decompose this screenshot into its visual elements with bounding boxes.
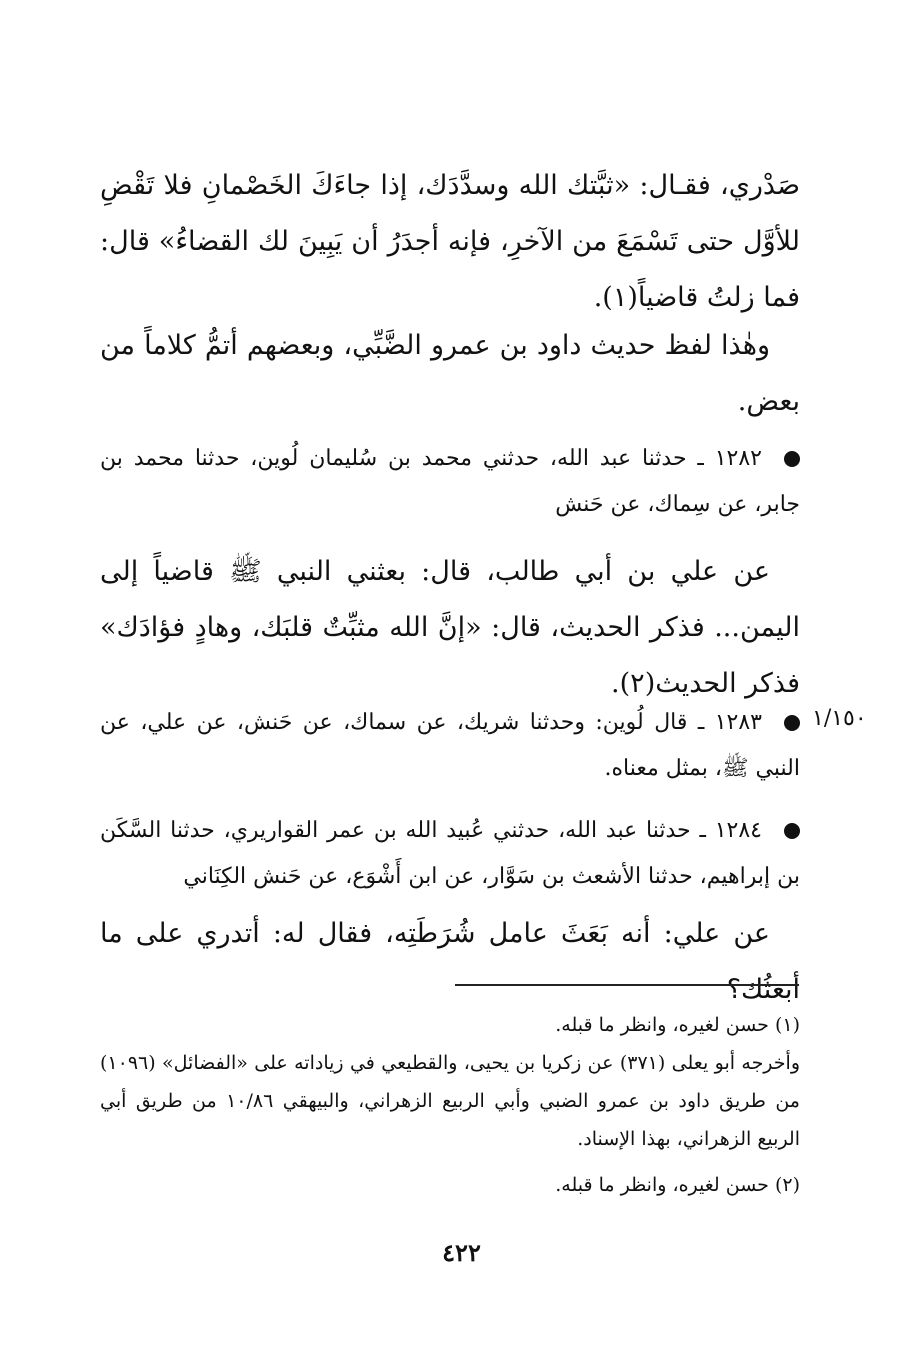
isnad-text: ١٢٨٣ ـ قال لُوين: وحدثنا شريك، عن سماك، عن حَنش، عن علي، عن النبي ﷺ، بمثل معناه.: [100, 710, 800, 781]
footnotes: [100, 1006, 800, 1204]
isnad-text: ١٢٨٢ ـ حدثنا عبد الله، حدثني محمد بن سُليمان لُوين، حدثنا محمد بن جابر، عن سِماك، عن حَنش: [100, 446, 800, 517]
matn-text: عن علي بن أبي طالب، قال: بعثني النبي ﷺ قاضياً إلى اليمن... فذكر الحديث، قال: «إنَّ الله مثبِّتٌ قلبَك، وهادٍ فؤادَك» فذكر الحديث(٢).: [100, 556, 800, 699]
bullet-icon: [784, 823, 800, 839]
hadith-1284-matn: [100, 906, 800, 1018]
hadith-1282-isnad: [100, 436, 800, 528]
matn-text: عن علي: أنه بَعَثَ عامل شُرَطَتِه، فقال له: أتدري على ما أبعثُك؟: [100, 918, 800, 1005]
hadith-1284-isnad: [100, 808, 800, 900]
bullet-icon: [784, 451, 800, 467]
footnote-1: (١) حسن لغيره، وانظر ما قبله.: [555, 1014, 800, 1036]
isnad-text: ١٢٨٤ ـ حدثنا عبد الله، حدثني عُبيد الله بن عمر القواريري، حدثنا السَّكَن بن إبراهيم، حدثنا الأشعث بن سَوَّار، عن ابن أَشْوَع، عن حَنش الكِنَاني: [100, 818, 800, 889]
paragraph-text: صَدْري، فقـال: «ثبَّتك الله وسدَّدَك، إذا جاءَكَ الخَصْمانِ فلا تَقْضِ للأوَّل حتى تَسْمَعَ من الآخرِ، فإنه أجدَرُ أن يَبِينَ لك القضاءُ» قال: فما زلتُ قاضياً(١).: [100, 170, 800, 313]
footnote-2: (٢) حسن لغيره، وانظر ما قبله.: [555, 1174, 800, 1196]
footnote-1-detail: وأخرجه أبو يعلى (٣٧١) عن زكريا بن يحيى، والقطيعي في زياداته على «الفضائل» (١٠٩٦) من طريق داود بن عمرو الضبي وأبي الربيع الزهراني، والبيهقي ١٠/٨٦ من طريق أبي الربيع الزهراني، بهذا الإسناد.: [100, 1052, 800, 1150]
page-number: ٤٢٢: [442, 1238, 481, 1267]
bullet-icon: [784, 715, 800, 731]
margin-reference: ١/١٥٠: [812, 706, 867, 731]
hadith-1283: [100, 700, 800, 792]
hadith-1282-matn: [100, 544, 800, 712]
main-paragraph-1: [100, 158, 800, 326]
paragraph-text: وهٰذا لفظ حديث داود بن عمرو الضَّبِّي، وبعضهم أتمُّ كلاماً من بعض.: [100, 330, 800, 417]
main-paragraph-2: [100, 318, 800, 430]
footnote-divider: [455, 984, 799, 986]
